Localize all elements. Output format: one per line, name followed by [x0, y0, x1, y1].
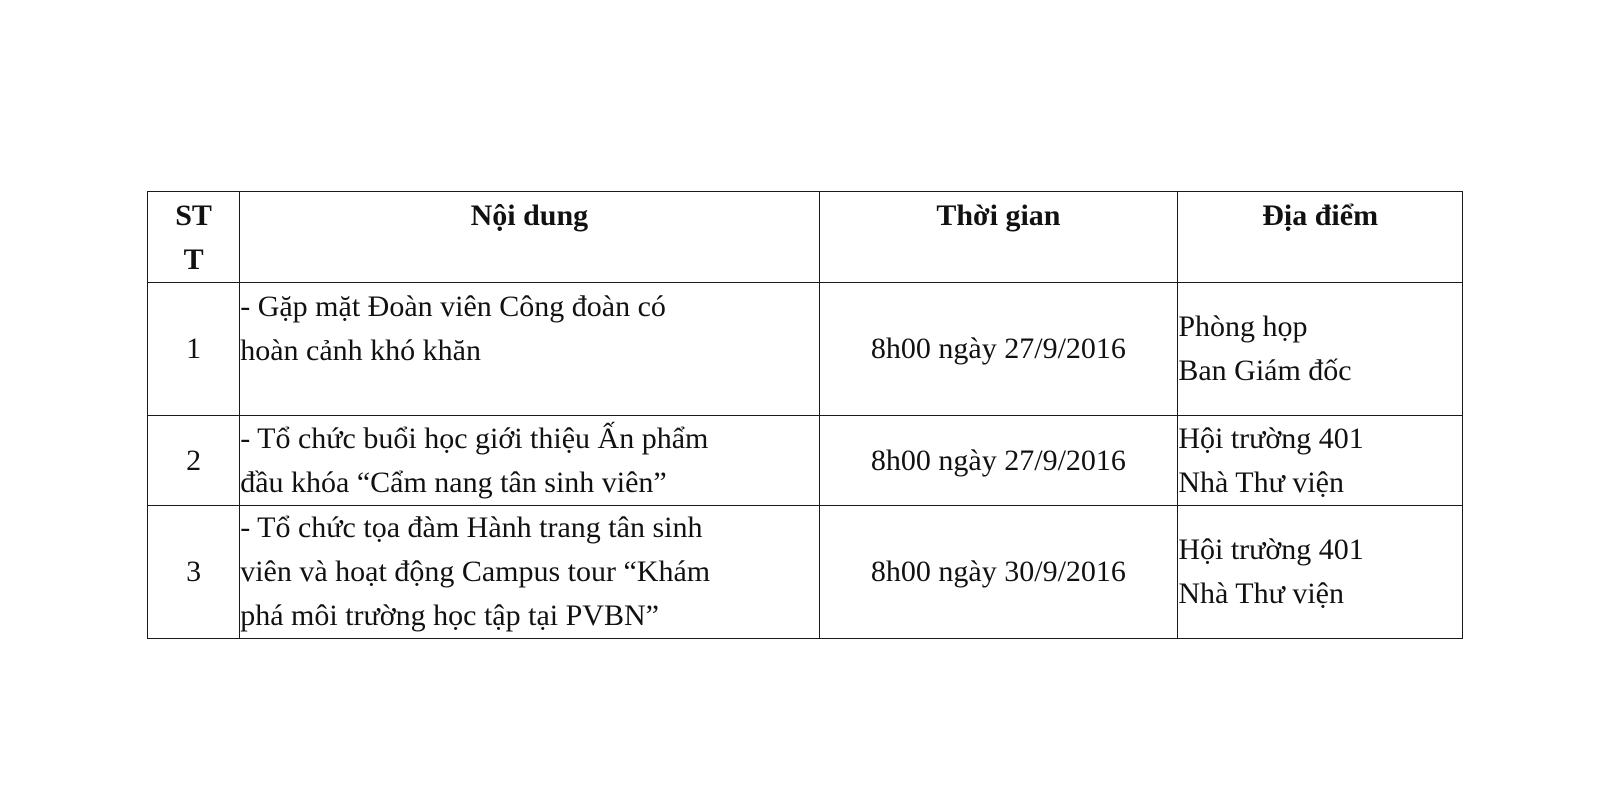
row-place — [1178, 283, 1463, 416]
place-line: Hội trường 401 — [1178, 421, 1364, 455]
row-stt: 3 — [148, 506, 240, 639]
header-stt-line1: ST — [175, 199, 212, 232]
content-line: đầu khóa “Cẩm nang tân sinh viên” — [240, 465, 667, 499]
table-row — [148, 416, 1463, 506]
content-line: - Tổ chức buổi học giới thiệu Ấn phẩm — [240, 421, 709, 455]
place-line: Nhà Thư viện — [1178, 465, 1345, 499]
row-place — [1178, 506, 1463, 639]
row-time: 8h00 ngày 27/9/2016 — [819, 283, 1178, 416]
row-time: 8h00 ngày 30/9/2016 — [819, 506, 1178, 639]
content-line: phá môi trường học tập tại PVBN” — [240, 599, 659, 632]
row-stt: 2 — [148, 416, 240, 506]
content-line: - Gặp mặt Đoàn viên Công đoàn có — [240, 290, 666, 323]
content-line: hoàn cảnh khó khăn — [240, 334, 481, 367]
content-line: viên và hoạt động Campus tour “Khám — [240, 555, 711, 588]
row-content — [240, 506, 819, 639]
header-time: Thời gian — [819, 192, 1178, 283]
schedule-table — [147, 191, 1463, 639]
header-place: Địa điểm — [1178, 192, 1463, 283]
header-content: Nội dung — [240, 192, 819, 283]
place-line: Nhà Thư viện — [1178, 577, 1345, 610]
row-content — [240, 416, 819, 506]
place-line: Phòng họp — [1178, 310, 1308, 343]
table-row — [148, 283, 1463, 416]
row-stt: 1 — [148, 283, 240, 416]
place-line: Ban Giám đốc — [1178, 354, 1352, 387]
row-time: 8h00 ngày 27/9/2016 — [819, 416, 1178, 506]
table-row — [148, 506, 1463, 639]
content-line: - Tổ chức tọa đàm Hành trang tân sinh — [240, 511, 703, 544]
header-stt-line2: T — [183, 243, 204, 276]
table-header-row — [148, 192, 1463, 283]
place-line: Hội trường 401 — [1178, 533, 1364, 566]
row-place — [1178, 416, 1463, 506]
row-content — [240, 283, 819, 416]
header-stt — [148, 192, 240, 283]
